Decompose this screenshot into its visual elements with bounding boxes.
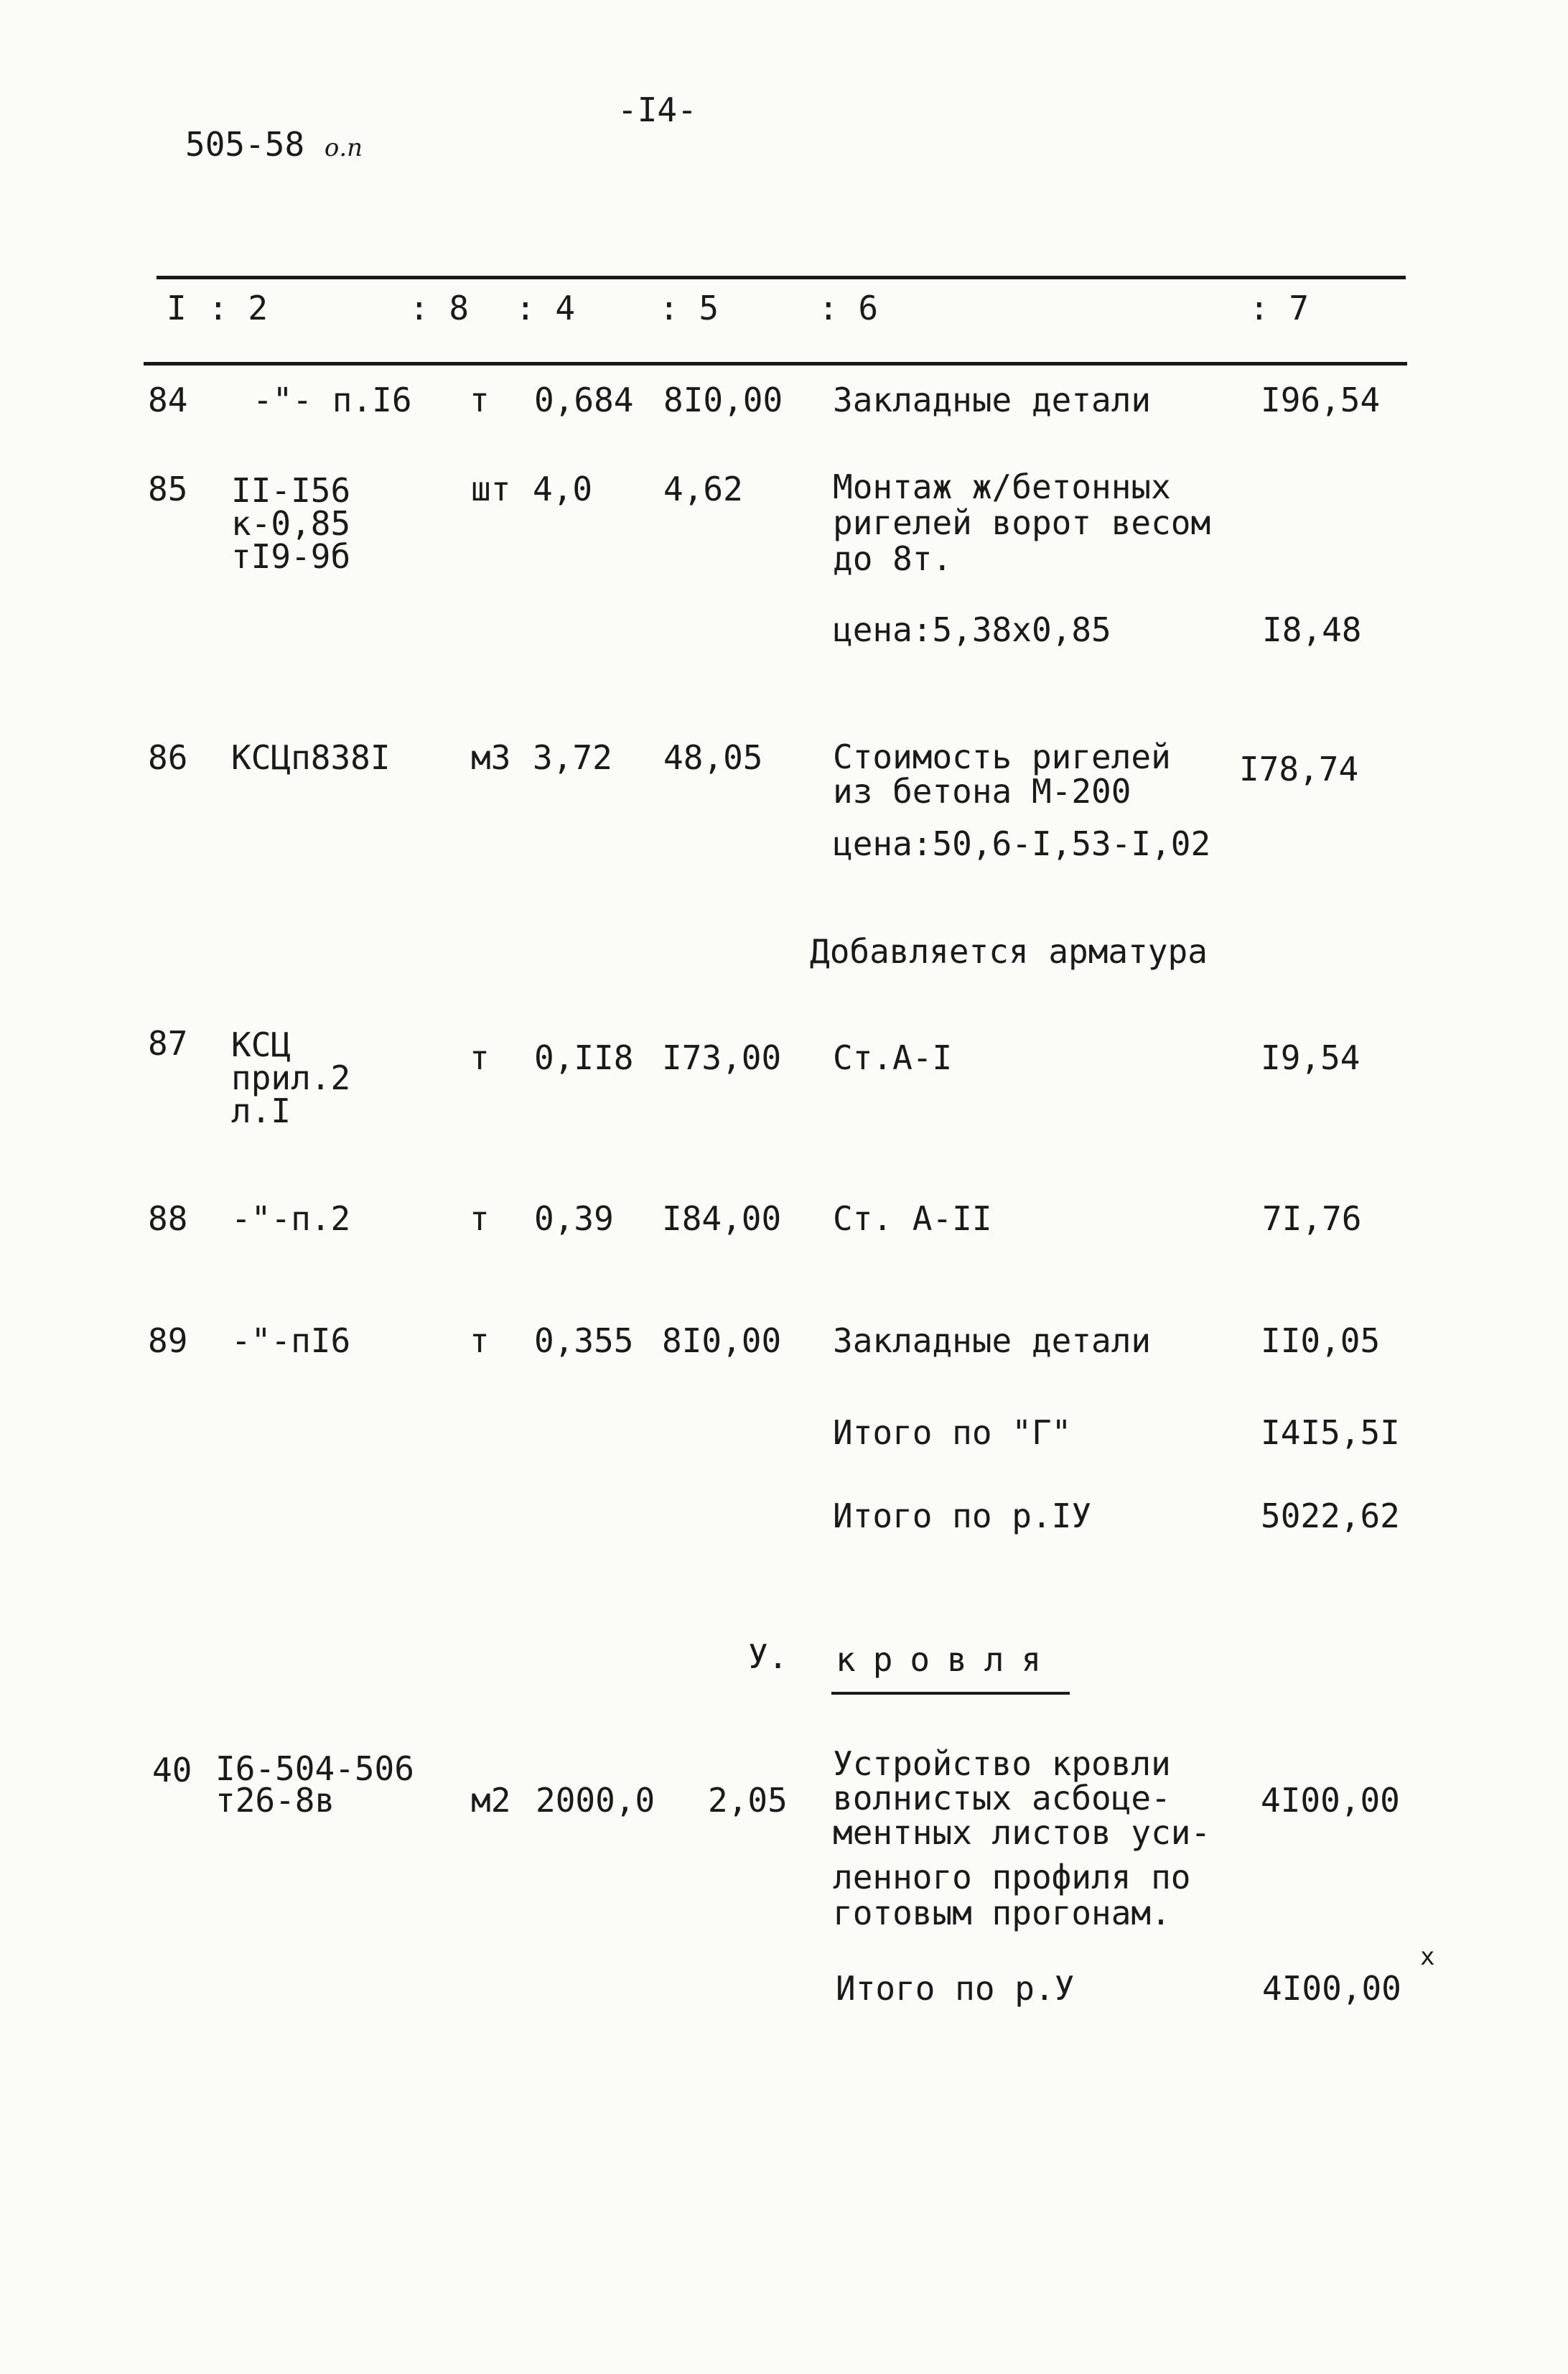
col-3-header: : 8 [409, 289, 470, 327]
row-description: Закладные детали [833, 381, 1152, 419]
header-bottom-rule [144, 362, 1407, 366]
row-code: -"- п.I6 [253, 381, 412, 419]
subtotal-r4-value: 5022,62 [1261, 1496, 1400, 1535]
row-total: I9,54 [1261, 1038, 1361, 1077]
row-description: Закладные детали [833, 1321, 1152, 1360]
row-unit: т [470, 1038, 490, 1077]
row-total: I78,74 [1239, 750, 1359, 788]
doc-code [185, 126, 363, 166]
col-7-header: : 7 [1249, 289, 1310, 327]
row-quantity: 0,355 [534, 1321, 634, 1360]
doc-code-number: 505-58 [185, 125, 305, 164]
row-quantity: 2000,0 [536, 1781, 655, 1820]
row-calculation: цена:5,38х0,85 [833, 610, 1111, 649]
added-reinforcement-note: Добавляется арматура [810, 932, 1208, 971]
row-quantity: 0,II8 [534, 1038, 634, 1077]
section-number: У. [748, 1637, 788, 1676]
row-price: 8I0,00 [662, 1321, 782, 1360]
row-unit: т [470, 1321, 490, 1360]
row-number: 89 [148, 1321, 188, 1360]
subtotal-r5-label: Итого по р.У [836, 1969, 1075, 2008]
header-top-rule [157, 276, 1406, 279]
subtotal-g-value: I4I5,5I [1261, 1413, 1400, 1452]
row-description: ментных листов уси- [833, 1813, 1211, 1852]
row-description: волнистых асбоце- [833, 1779, 1171, 1817]
subtotal-g-label: Итого по "Г" [833, 1413, 1072, 1452]
page-number: -I4- [617, 90, 697, 129]
row-code: -"-пI6 [231, 1321, 351, 1360]
row-code: II-I56 [231, 471, 351, 510]
row-description: готовым прогонам. [833, 1894, 1171, 1932]
row-description: Ст.А-I [833, 1038, 953, 1077]
row-description: из бетона М-200 [833, 772, 1131, 811]
col-6-header: : 6 [818, 289, 879, 327]
row-price: 48,05 [663, 738, 763, 777]
row-description: ригелей ворот весом [833, 503, 1211, 542]
doc-code-suffix: о.п [324, 134, 363, 162]
row-unit: м3 [471, 738, 511, 777]
row-unit: шт [471, 470, 511, 508]
subtotal-r5-value: 4I00,00 [1262, 1969, 1401, 2008]
row-number: 88 [148, 1199, 188, 1238]
row-total: 7I,76 [1262, 1199, 1362, 1238]
row-unit: т [470, 1199, 490, 1238]
subtotal-r4-label: Итого по р.IУ [833, 1496, 1092, 1535]
row-code: КСЦ [231, 1025, 291, 1064]
col-5-header: : 5 [659, 289, 719, 327]
row-description: до 8т. [833, 539, 953, 578]
row-description: Монтаж ж/бетонных [833, 467, 1171, 506]
row-quantity: 4,0 [533, 470, 593, 508]
row-code: КСЦп8З8I [231, 738, 391, 777]
row-unit: т [470, 381, 490, 419]
col-4-header: : 4 [515, 289, 576, 327]
row-code: прил.2 [231, 1058, 351, 1097]
row-total: II0,05 [1261, 1321, 1381, 1360]
row-number: 40 [152, 1751, 192, 1789]
row-price: I73,00 [662, 1038, 782, 1077]
row-description: Устройство кровли [833, 1744, 1171, 1783]
row-code: -"-п.2 [231, 1199, 351, 1238]
row-unit: м2 [471, 1781, 511, 1820]
row-number: 87 [148, 1024, 188, 1063]
row-description: Ст. А-II [833, 1199, 992, 1238]
row-price: I84,00 [662, 1199, 782, 1238]
row-code: тI9-9б [231, 537, 351, 576]
row-quantity: 0,39 [534, 1199, 614, 1238]
row-code: I6-504-506 [215, 1749, 414, 1788]
row-quantity: 0,684 [534, 381, 634, 419]
row-total: 4I00,00 [1261, 1781, 1400, 1820]
row-description: Стоимость ригелей [833, 737, 1171, 776]
row-code: т26-8в [215, 1781, 335, 1820]
row-price: 8I0,00 [663, 381, 783, 419]
row-code: л.I [231, 1091, 291, 1130]
section-title-underline [831, 1692, 1070, 1695]
row-description: ленного профиля по [833, 1858, 1191, 1896]
row-calculation: цена:50,6-I,53-I,02 [833, 824, 1211, 863]
row-price: 4,62 [663, 470, 743, 508]
col-1-header: I [167, 289, 187, 327]
row-total: I96,54 [1261, 381, 1381, 419]
row-price: 2,05 [708, 1781, 788, 1820]
row-number: 85 [148, 470, 188, 508]
row-code: к-0,85 [231, 504, 351, 543]
row-number: 84 [148, 381, 188, 419]
col-2-header: : 2 [208, 289, 269, 327]
row-quantity: 3,72 [533, 738, 612, 777]
row-number: 86 [148, 738, 188, 777]
footnote-mark: х [1420, 1942, 1435, 1971]
row-total: I8,48 [1262, 610, 1362, 649]
section-title: кровля [836, 1640, 1059, 1679]
